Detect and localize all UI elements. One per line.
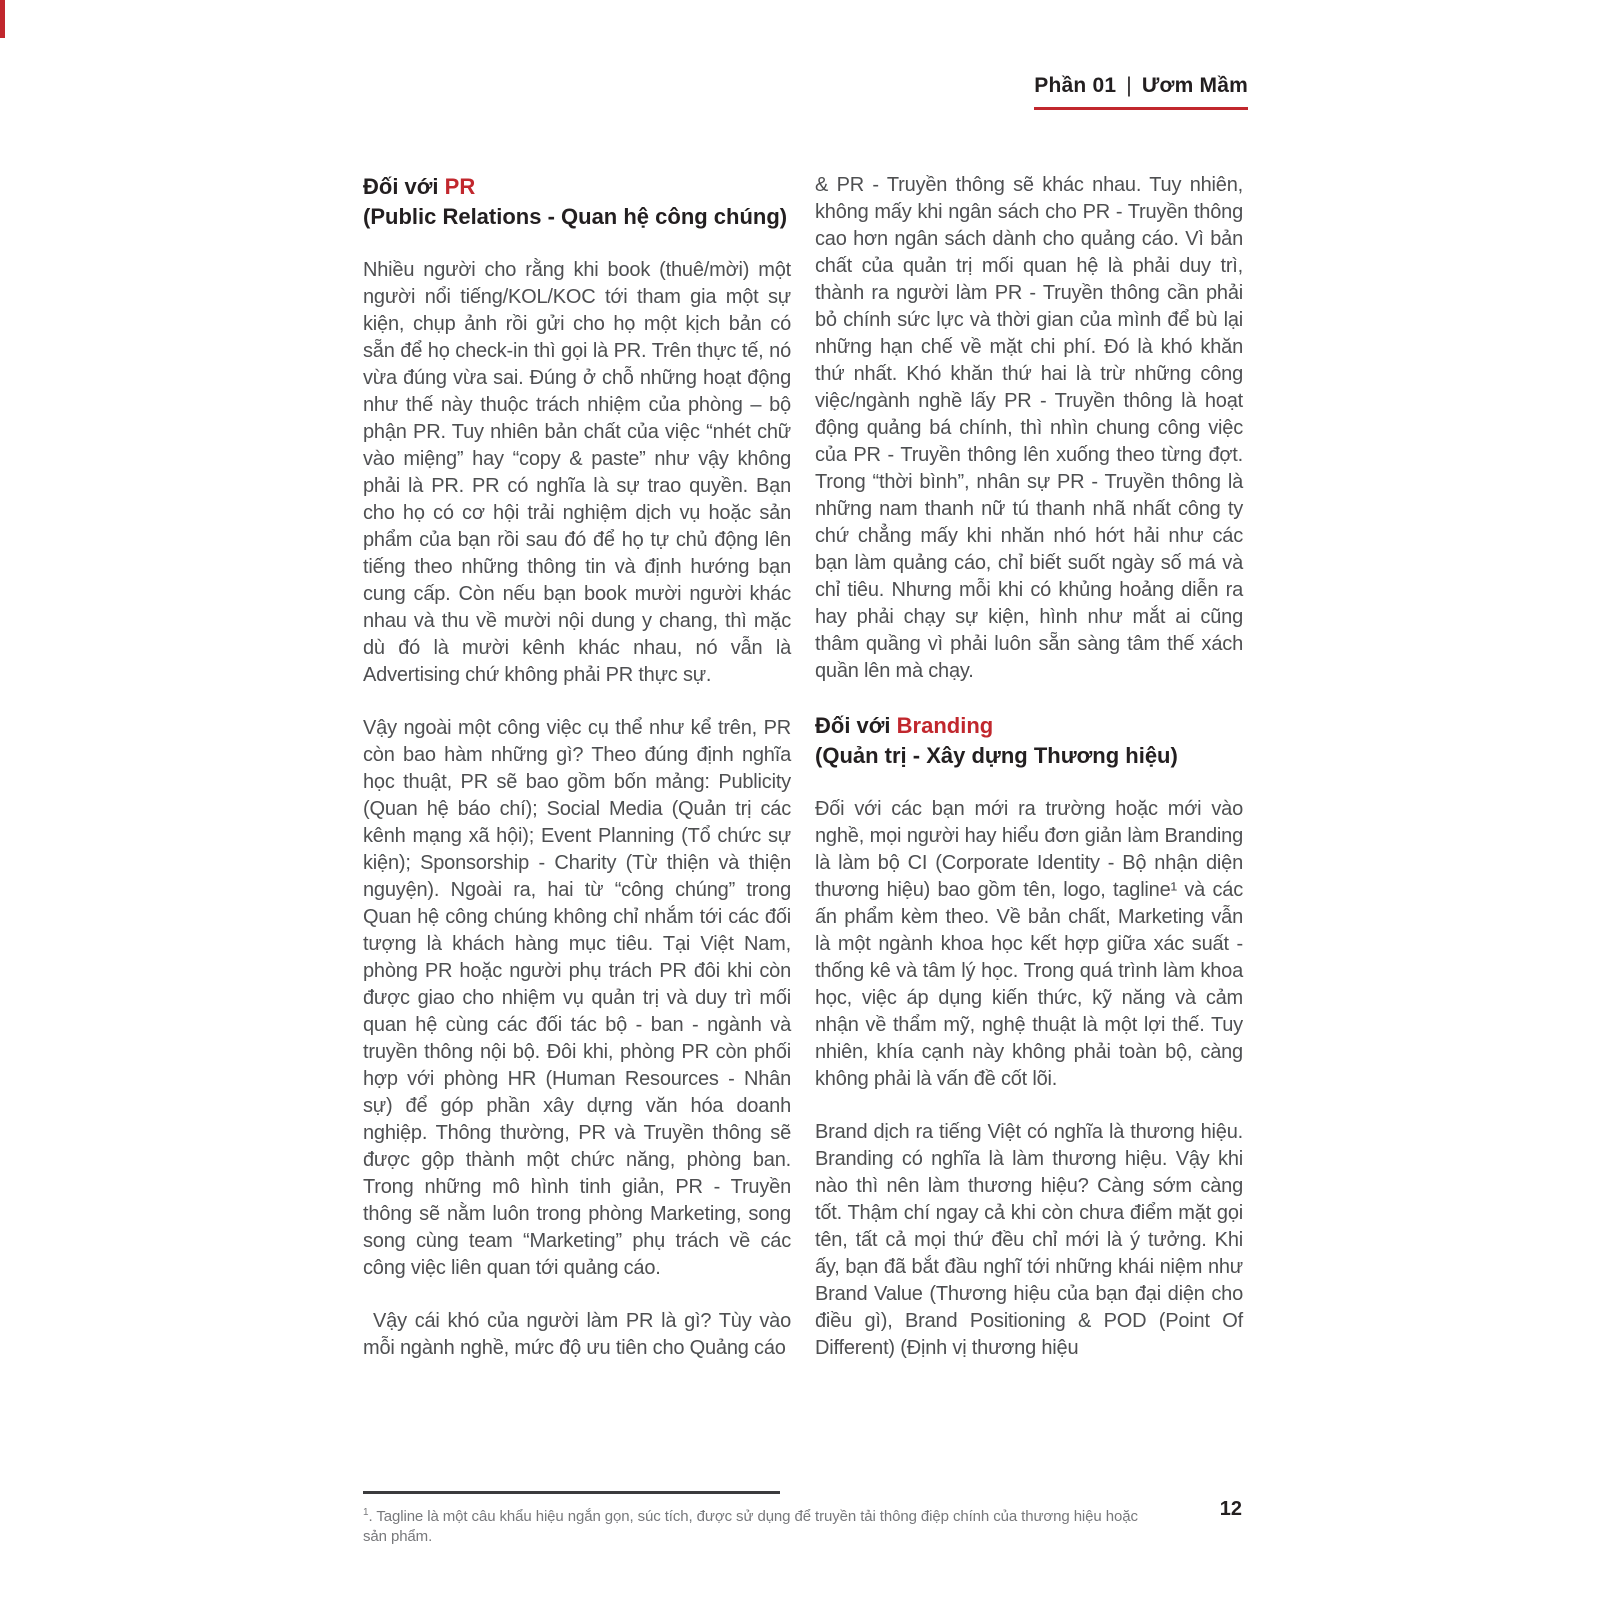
heading-subtitle: (Public Relations - Quan hệ công chúng): [363, 204, 788, 229]
page-number: 12: [1219, 1498, 1242, 1520]
header-separator: |: [1126, 74, 1132, 97]
paragraph-continuation: & PR - Truyền thông sẽ khác nhau. Tuy nhiên, không mấy khi ngân sách cho PR - Truyền thông cao hơn ngân sách dành cho quảng cáo. Vì bản chất của quản trị mối quan hệ là phải duy trì, thành ra người làm PR - Truyền thông cần phải bỏ chính sức lực và thời gian của mình để bù lại những hạn chế về mặt chi phí. Đó là khó khăn thứ nhất. Khó khăn thứ hai là trừ những công việc/ngành nghề lấy PR - Truyền thông là hoạt động quảng bá chính, thì nhìn chung công việc của PR - Truyền thông lên xuống theo từng đợt. Trong “thời bình”, nhân sự PR - Truyền thông là những nam thanh nữ tú thanh nhã nhất công ty chứ chẳng mấy khi nhăn nhó hớt hải như các bạn làm quảng cáo, chỉ biết suốt ngày số má và chỉ tiêu. Nhưng mỗi khi có khủng hoảng diễn ra hay phải chạy sự kiện, hình như mắt ai cũng thâm quầng vì phải luôn sẵn sàng tâm thế xách quần lên mà chạy.: [815, 174, 1243, 682]
section-heading-pr: [363, 172, 791, 232]
running-head: [1034, 74, 1248, 110]
section-heading-branding: [815, 711, 1243, 771]
paragraph: Đối với các bạn mới ra trường hoặc mới vào nghề, mọi người hay hiểu đơn giản làm Branding là làm bộ CI (Corporate Identity - Bộ nhận diện thương hiệu) bao gồm tên, logo, tagline¹ và các ấn phẩm kèm theo. Về bản chất, Marketing vẫn là một ngành khoa học kết hợp giữa xác suất - thống kê và tâm lý học. Trong quá trình làm khoa học, việc áp dụng kiến thức, kỹ năng và cảm nhận về thẩm mỹ, nghệ thuật là một lợi thế. Tuy nhiên, khía cạnh này không phải toàn bộ, càng không phải là vấn đề cốt lõi.: [815, 798, 1243, 1090]
footnote-separator: .: [368, 1508, 377, 1525]
paragraph: Vậy cái khó của người làm PR là gì? Tùy vào mỗi ngành nghề, mức độ ưu tiên cho Quảng cáo: [363, 1310, 791, 1359]
page-header: [1034, 74, 1248, 110]
footnote-marker: 1: [363, 1507, 369, 1518]
paragraph: Brand dịch ra tiếng Việt có nghĩa là thương hiệu. Branding có nghĩa là làm thương hiệu. Vậy khi nào thì nên làm thương hiệu? Càng sớm càng tốt. Thậm chí ngay cả khi còn chưa điểm mặt gọi tên, tất cả mọi thứ đều chỉ mới là ý tưởng. Khi ấy, bạn đã bắt đầu nghĩ tới những khái niệm như Brand Value (Thương hiệu của bạn đại diện cho điều gì), Brand Positioning & POD (Point Of Different) (Định vị thương hiệu: [815, 1121, 1243, 1359]
heading-prefix: Đối với: [363, 174, 445, 199]
paragraph: Nhiều người cho rằng khi book (thuê/mời) một người nổi tiếng/KOL/KOC tới tham gia một sự kiện, chụp ảnh rồi gửi cho họ một kịch bản có sẵn để họ check-in thì gọi là PR. Trên thực tế, nó vừa đúng vừa sai. Đúng ở chỗ những hoạt động như thế này thuộc trách nhiệm của phòng – bộ phận PR. Tuy nhiên bản chất của việc “nhét chữ vào miệng” hay “copy & paste” như vậy không phải là PR. PR có nghĩa là sự trao quyền. Bạn cho họ có cơ hội trải nghiệm dịch vụ hoặc sản phẩm của bạn rồi sau đó để họ tự chủ động lên tiếng theo những thông tin và định hướng bạn cung cấp. Còn nếu bạn book mười người khác nhau và thu về mười nội dung y chang, thì mặc dù đó là mười kênh khác nhau, nó vẫn là Advertising chứ không phải PR thực sự.: [363, 259, 791, 686]
heading-highlight-pr: PR: [444, 174, 476, 199]
left-column: [363, 172, 791, 1362]
heading-subtitle: (Quản trị - Xây dựng Thương hiệu): [815, 743, 1178, 768]
heading-title-line: [363, 172, 791, 202]
right-column: [815, 172, 1243, 1362]
heading-title-line: [815, 711, 1243, 741]
header-section-label: Phần 01: [1034, 74, 1117, 97]
heading-prefix: Đối với: [815, 713, 897, 738]
footnote-text: Tagline là một câu khẩu hiệu ngắn gọn, súc tích, được sử dụng để truyền tải thông điệp chính của thương hiệu hoặc sản phẩm.: [363, 1508, 1138, 1545]
paragraph: Vậy ngoài một công việc cụ thể như kể trên, PR còn bao hàm những gì? Theo đúng định nghĩa học thuật, PR sẽ bao gồm bốn mảng: Publicity (Quan hệ báo chí); Social Media (Quản trị các kênh mạng xã hội); Event Planning (Tổ chức sự kiện); Sponsorship - Charity (Từ thiện và thiện nguyện). Ngoài ra, hai từ “công chúng” trong Quan hệ công chúng không chỉ nhắm tới các đối tượng là khách hàng mục tiêu. Tại Việt Nam, phòng PR hoặc người phụ trách PR đôi khi còn được giao cho nhiệm vụ quản trị và duy trì mối quan hệ cùng các đối tác bộ - ban - ngành và truyền thông nội bộ. Đôi khi, phòng PR còn phối hợp với phòng HR (Human Resources - Nhân sự) để góp phần xây dựng văn hóa doanh nghiệp. Thông thường, PR và Truyền thông sẽ được gộp thành một chức năng, phòng ban. Trong những mô hình tinh giản, PR - Truyền thông sẽ nằm luôn trong phòng Marketing, song song cùng team “Marketing” phụ trách về các công việc liên quan tới quảng cáo.: [363, 717, 791, 1279]
header-chapter-label: Ươm Mầm: [1141, 74, 1248, 97]
footnote: [363, 1503, 1153, 1547]
corner-accent-mark: [0, 0, 5, 38]
heading-highlight-branding: Branding: [896, 713, 994, 738]
footnote-divider: [363, 1491, 780, 1494]
